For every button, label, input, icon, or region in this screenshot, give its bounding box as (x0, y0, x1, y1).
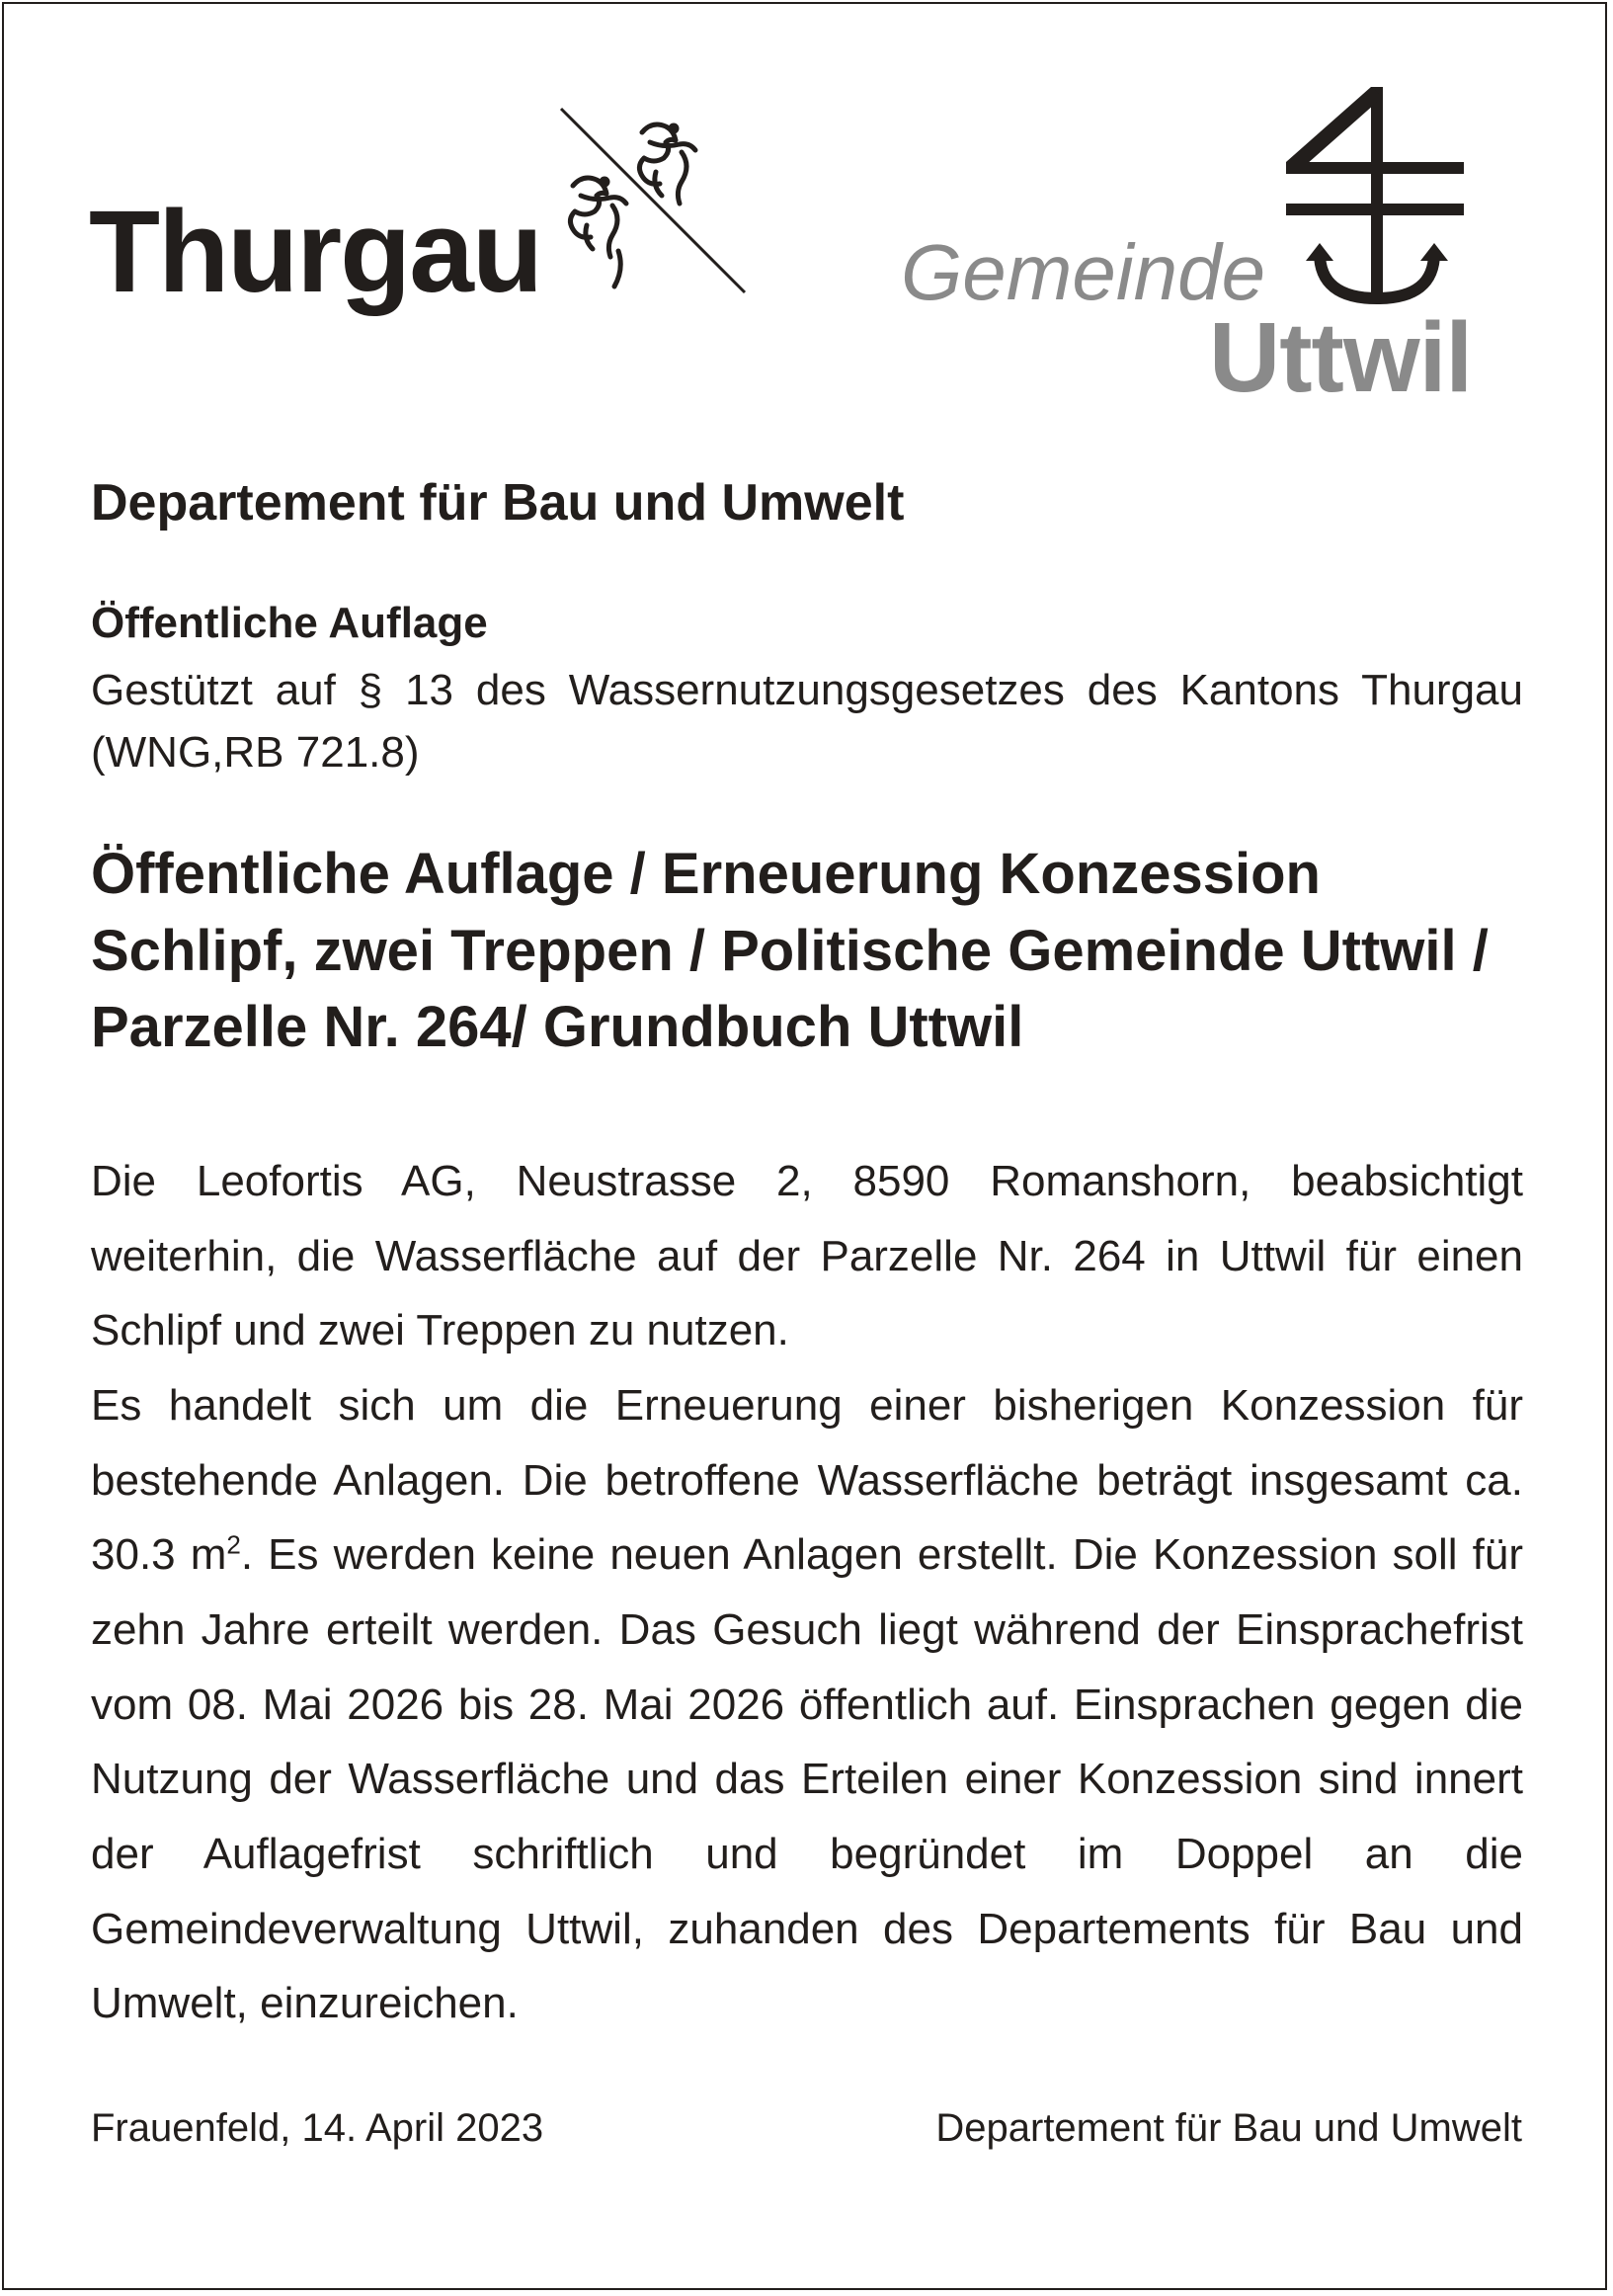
notice-label: Öffentliche Auflage (91, 599, 488, 647)
signatory: Departement für Bau und Umwelt (935, 2106, 1522, 2150)
uttwil-logo-text: Uttwil (1209, 302, 1473, 413)
body-paragraph-2-part-2: . Es werden keine neuen Anlagen erstellt. Die Konzession soll für zehn Jahre erteilt werden. Das Gesuch liegt während der Einsprachefrist vom 08. Mai 2026 bis 28. Mai 2026 öffentlich auf. Einsprachen gegen die Nutzung der Wasserfläche und das Erteilen einer Konzession sind innert der Auflagefrist schriftlich und begründet im Doppel an die Gemeindeverwaltung Uttwil, zuhanden des Departements für Bau und Umwelt, einzureichen. (91, 1530, 1523, 2028)
thurgau-logo-text: Thurgau (89, 187, 541, 317)
department-heading: Departement für Bau und Umwelt (91, 474, 905, 532)
body-paragraph-2-part-1: Es handelt sich um die Erneuerung einer bisherigen Konzession für bestehende Anlagen. Die betroffene Wasserfläche beträgt insgesamt ca. 30.3 m (91, 1381, 1523, 1580)
place-date: Frauenfeld, 14. April 2023 (91, 2106, 544, 2150)
square-unit-superscript: 2 (226, 1529, 241, 1560)
legal-basis-text: Gestützt auf § 13 des Wassernutzungsgesetzes des Kantons Thurgau (WNG,RB 721.8) (91, 666, 1523, 777)
notice-title: Öffentliche Auflage / Erneuerung Konzession Schlipf, zwei Treppen / Politische Gemeinde Uttwil / Parzelle Nr. 264/ Grundbuch Uttwil (91, 842, 1489, 1060)
body-paragraph-1: Die Leofortis AG, Neustrasse 2, 8590 Romanshorn, beabsichtigt weiterhin, die Wasserfläche auf der Parzelle Nr. 264 in Uttwil für einen Schlipf und zwei Treppen zu nutzen. (91, 1157, 1523, 1355)
notice-body (91, 1144, 1523, 2041)
uttwil-anchor-icon (1280, 87, 1468, 316)
body-paragraph-2 (91, 1368, 1523, 2041)
gemeinde-logo-text: Gemeinde (901, 228, 1266, 316)
thurgau-coat-of-arms-icon (533, 103, 751, 300)
